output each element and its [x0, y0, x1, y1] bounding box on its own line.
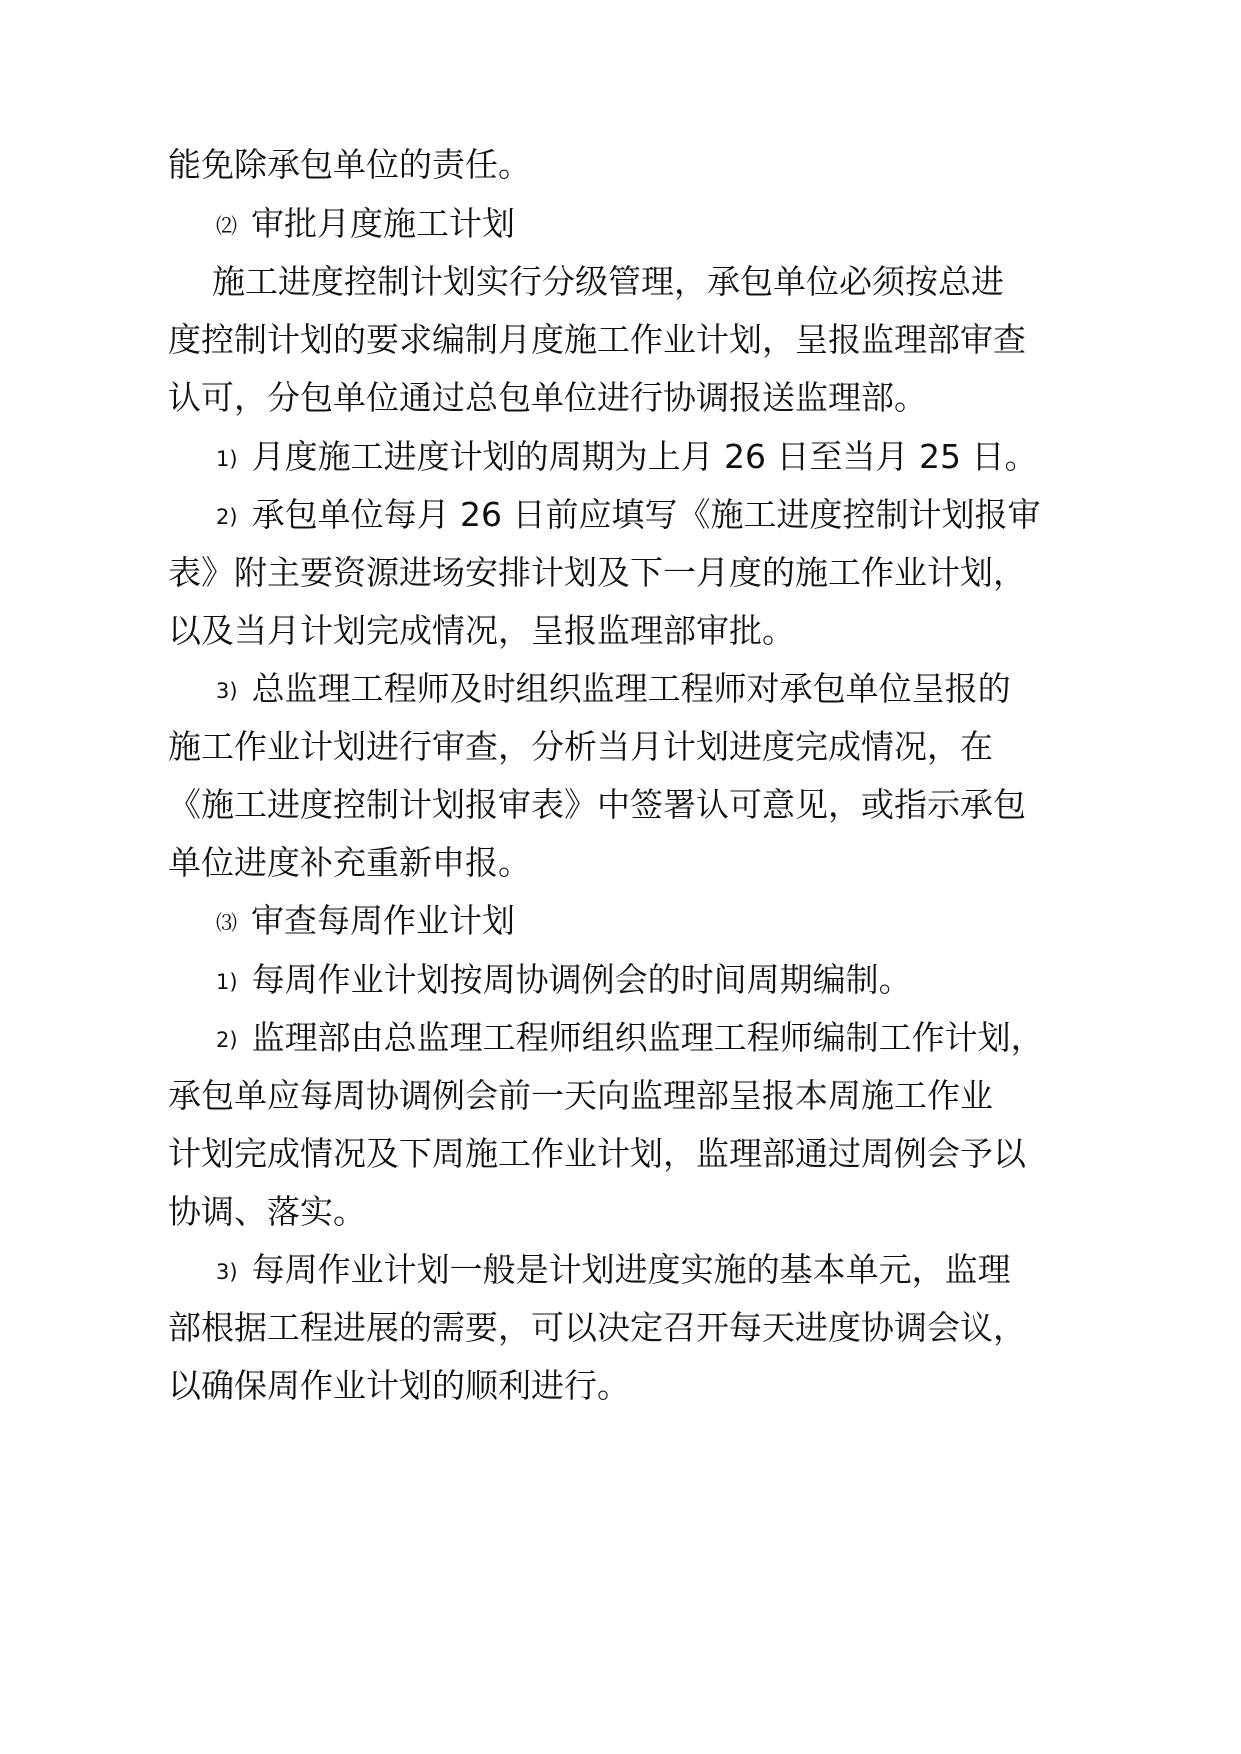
line-text: 部根据工程进展的需要，可以决定召开每天进度协调会议，: [168, 1308, 1026, 1347]
line-text: 《施工进度控制计划报审表》中签署认可意见，或指示承包: [168, 785, 1026, 824]
text-line: [168, 1180, 366, 1244]
line-text: 度控制计划的要求编制月度施工作业计划，呈报监理部审查: [168, 320, 1026, 359]
text-line: [168, 1354, 630, 1418]
section-heading: [216, 889, 515, 953]
line-text: 施工作业计划进行审查，分析当月计划进度完成情况，在: [168, 727, 993, 766]
line-text: 监理部由总监理工程师组织监理工程师编制工作计划，: [251, 1018, 1044, 1057]
list-item: [216, 1006, 1044, 1070]
section-title: 审查每周作业计划: [251, 901, 515, 940]
item-marker: 3): [216, 679, 238, 703]
text-line: [168, 366, 927, 430]
text-line: [168, 831, 531, 895]
line-text: 每周作业计划一般是计划进度实施的基本单元，监理: [251, 1250, 1011, 1289]
list-item: [216, 483, 1041, 547]
text-line: [168, 541, 1026, 605]
text-line: [168, 1122, 1026, 1186]
line-text: 单位进度补充重新申报。: [168, 843, 531, 882]
text-line: [168, 308, 1026, 372]
list-item: [216, 425, 1038, 489]
section-heading: [216, 192, 515, 256]
line-text: 月度施工进度计划的周期为上月 26 日至当月 25 日。: [251, 437, 1038, 476]
list-item: [216, 1238, 1011, 1302]
section-marker: ⑵: [216, 214, 237, 238]
line-text: 承包单位每月 26 日前应填写《施工进度控制计划报审: [251, 495, 1041, 534]
line-text: 以确保周作业计划的顺利进行。: [168, 1366, 630, 1405]
line-text: 承包单应每周协调例会前一天向监理部呈报本周施工作业: [168, 1076, 993, 1115]
list-item: [216, 657, 1011, 721]
line-text: 计划完成情况及下周施工作业计划，监理部通过周例会予以: [168, 1134, 1026, 1173]
line-text: 能免除承包单位的责任。: [168, 145, 531, 184]
line-text: 认可，分包单位通过总包单位进行协调报送监理部。: [168, 378, 927, 417]
item-marker: 3): [216, 1260, 238, 1284]
item-marker: 2): [216, 505, 238, 529]
item-marker: 1): [216, 447, 238, 471]
line-text: 协调、落实。: [168, 1192, 366, 1231]
line-text: 表》附主要资源进场安排计划及下一月度的施工作业计划，: [168, 553, 1026, 592]
section-marker: ⑶: [216, 911, 237, 935]
text-line: [212, 250, 1004, 314]
text-line: [168, 773, 1026, 837]
line-text: 总监理工程师及时组织监理工程师对承包单位呈报的: [251, 669, 1011, 708]
line-text: 以及当月计划完成情况，呈报监理部审批。: [168, 611, 795, 650]
text-line: [168, 599, 795, 663]
item-marker: 1): [216, 970, 238, 994]
text-line: [168, 1064, 993, 1128]
section-title: 审批月度施工计划: [251, 204, 515, 243]
line-text: 施工进度控制计划实行分级管理，承包单位必须按总进: [212, 262, 1004, 301]
text-line: [168, 715, 993, 779]
text-line: [168, 1296, 1026, 1360]
text-line: [168, 133, 531, 197]
list-item: [216, 948, 912, 1012]
line-text: 每周作业计划按周协调例会的时间周期编制。: [251, 960, 912, 999]
item-marker: 2): [216, 1028, 238, 1052]
